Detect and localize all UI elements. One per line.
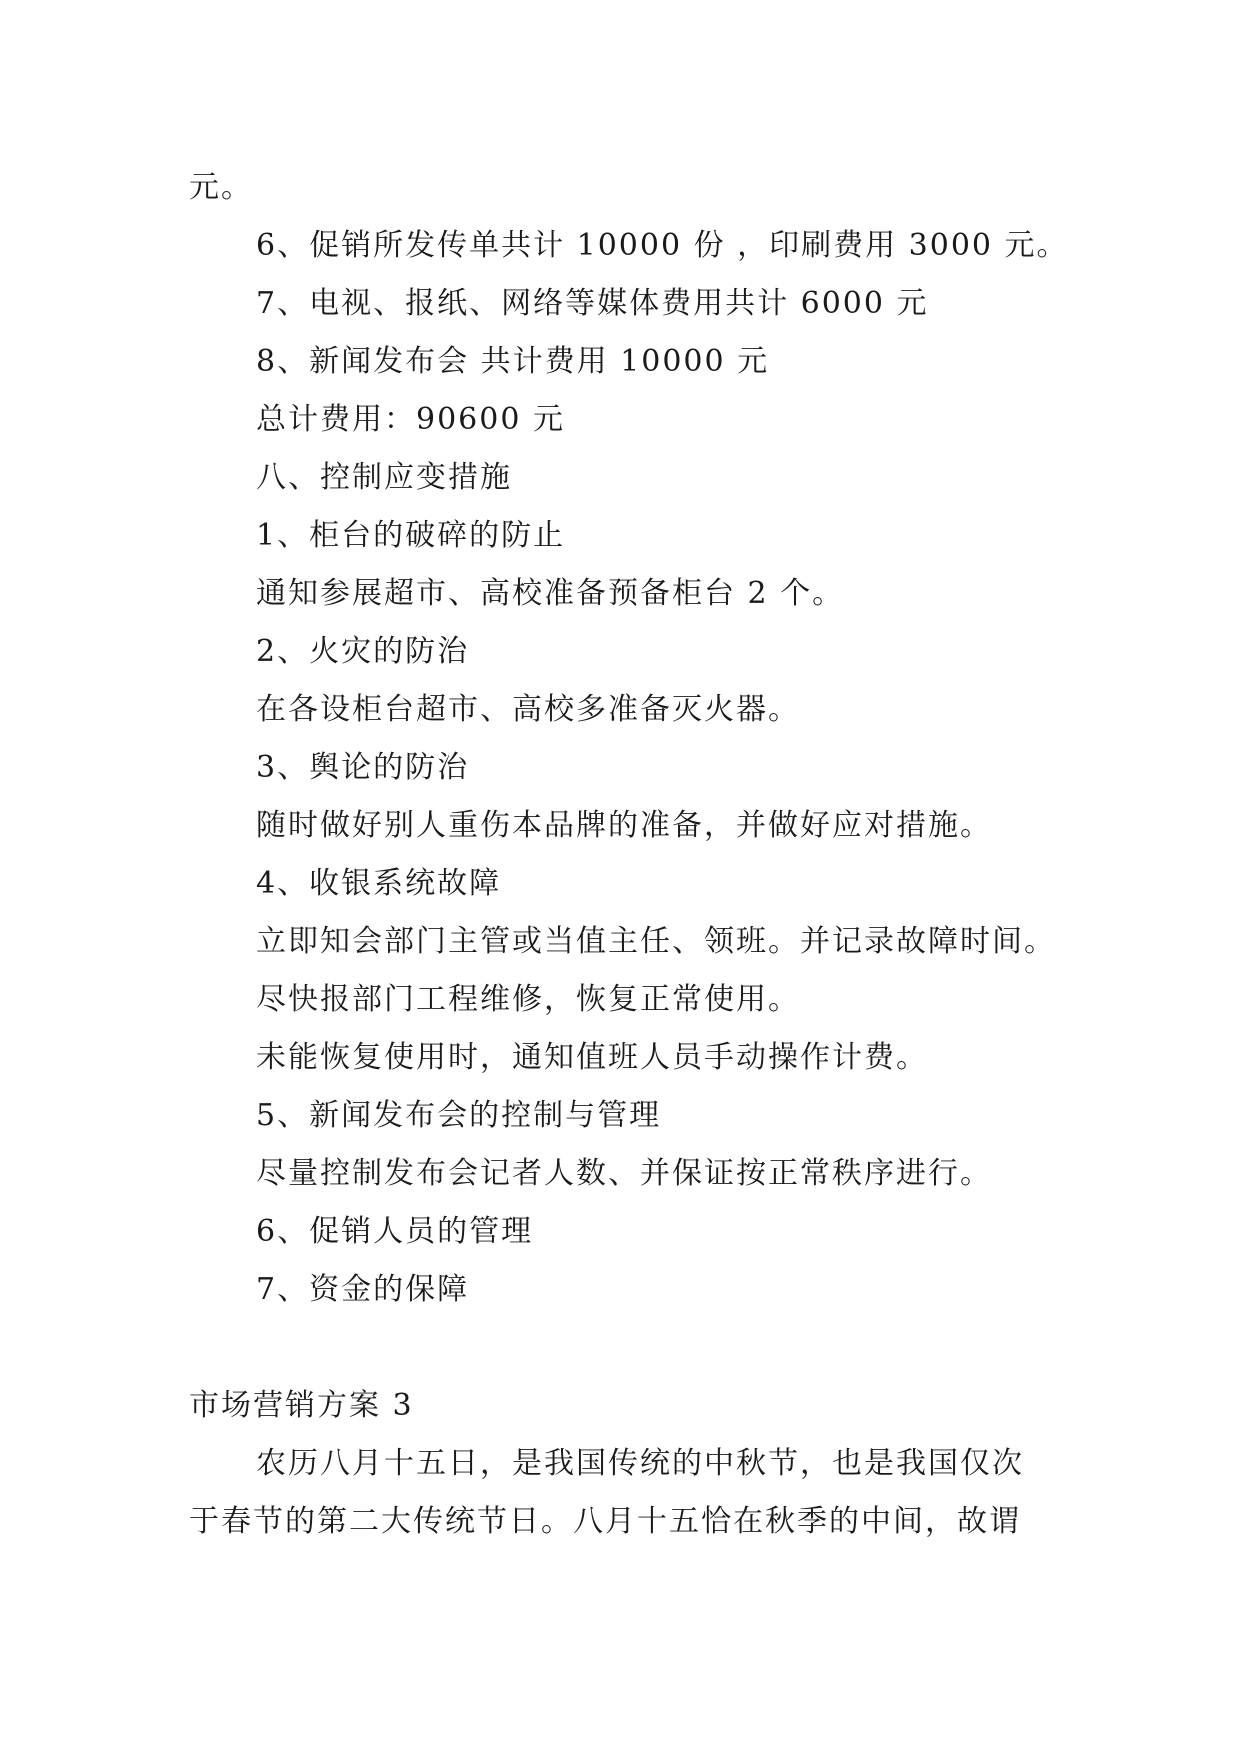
text-line: 未能恢复使用时，通知值班人员手动操作计费。 [256,1040,928,1075]
text-line: 2、火灾的防治 [256,634,470,669]
text-line: 7、电视、报纸、网络等媒体费用共计 6000 元 [256,286,929,321]
text-line: 6、促销人员的管理 [256,1214,534,1249]
paragraph-line: 于春节的第二大传统节日。八月十五恰在秋季的中间，故谓 [189,1504,1021,1539]
text-line: 尽量控制发布会记者人数、并保证按正常秩序进行。 [256,1156,992,1191]
section-title: 市场营销方案 3 [189,1388,414,1423]
text-line: 5、新闻发布会的控制与管理 [256,1098,662,1133]
text-line: 总计费用：90600 元 [256,402,565,437]
text-line: 通知参展超市、高校准备预备柜台 2 个。 [256,576,845,611]
text-line: 随时做好别人重伤本品牌的准备，并做好应对措施。 [256,808,992,843]
text-line: 8、新闻发布会 共计费用 10000 元 [256,344,770,379]
paragraph-line: 农历八月十五日，是我国传统的中秋节，也是我国仅次 [256,1446,1024,1481]
text-line: 7、资金的保障 [256,1272,470,1307]
section-heading: 八、控制应变措施 [256,460,512,495]
text-line: 6、促销所发传单共计 10000 份 ，印刷费用 3000 元。 [256,228,1069,263]
text-line: 1、柜台的破碎的防止 [256,518,566,553]
text-line: 元。 [189,170,253,205]
text-line: 3、舆论的防治 [256,750,470,785]
text-line: 立即知会部门主管或当值主任、领班。并记录故障时间。 [256,924,1056,959]
text-line: 4、收银系统故障 [256,866,502,901]
text-line: 在各设柜台超市、高校多准备灭火器。 [256,692,800,727]
text-line: 尽快报部门工程维修，恢复正常使用。 [256,982,800,1017]
